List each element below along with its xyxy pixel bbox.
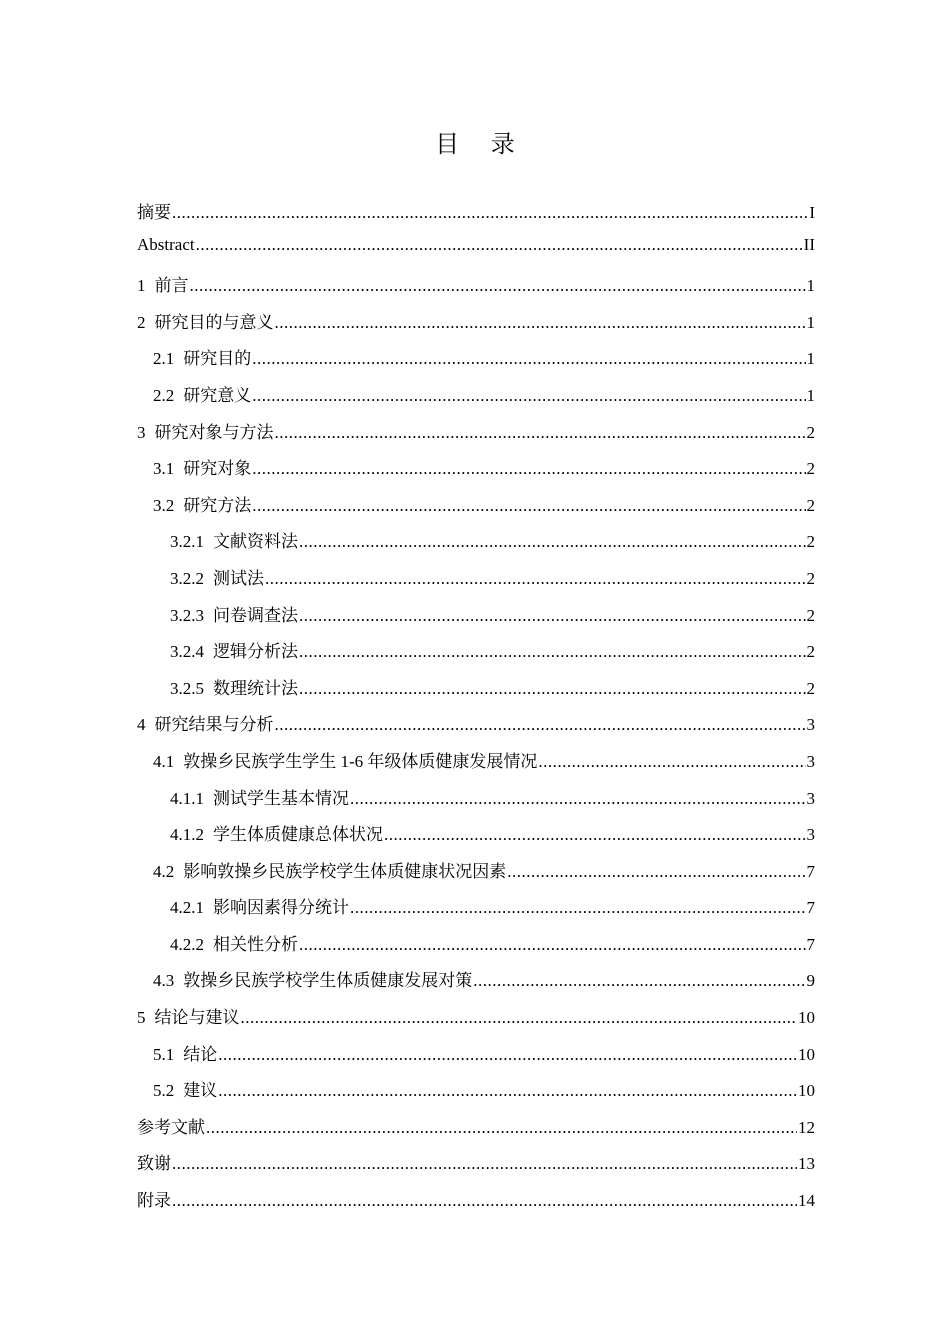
toc-entry[interactable]	[137, 454, 815, 491]
toc-entry-text: 前言	[154, 276, 189, 296]
dot-leader	[172, 1154, 797, 1174]
toc-entry-page-number: 1	[806, 312, 815, 332]
toc-entry-text: 学生体质健康总体状况	[213, 825, 383, 845]
toc-entry[interactable]	[137, 710, 815, 747]
toc-entry[interactable]	[137, 381, 815, 418]
toc-entry-number: 2.2	[153, 385, 175, 405]
toc-entry-page-number: 3	[806, 751, 815, 771]
toc-entry[interactable]	[137, 564, 815, 601]
toc-entry-page-number: I	[809, 203, 815, 222]
dot-leader	[275, 715, 806, 735]
toc-entry-text: 数理统计法	[213, 678, 298, 698]
toc-entry-number: 4.2.2	[170, 934, 204, 954]
toc-entry-page-number: 10	[798, 1081, 815, 1101]
toc-entry-text: 研究对象	[183, 459, 252, 479]
dot-leader	[275, 313, 806, 333]
dot-leader	[241, 1008, 798, 1028]
toc-entry[interactable]	[137, 344, 815, 381]
toc-entry[interactable]	[137, 418, 815, 455]
toc-entry-text: 逻辑分析法	[213, 642, 298, 662]
toc-entry-number: 2	[137, 312, 146, 332]
toc-entry-number: 3.1	[153, 459, 175, 479]
toc-entry-text: 影响敦操乡民族学校学生体质健康状况因素	[183, 861, 507, 881]
toc-entry-page-number: 9	[806, 971, 815, 991]
toc-entry-page-number: 2	[806, 495, 815, 515]
toc-entry-label	[153, 966, 472, 991]
toc-entry-page-number: 3	[806, 788, 815, 808]
toc-entry-page-number: 2	[806, 678, 815, 698]
toc-entry-page-number: 1	[806, 349, 815, 369]
toc-entry[interactable]	[137, 308, 815, 345]
toc-entry-number: 3	[137, 422, 146, 442]
toc-entry[interactable]	[137, 1113, 815, 1150]
toc-entry-number: 4.3	[153, 971, 175, 991]
dot-leader	[299, 532, 806, 552]
toc-entry-text: 结论	[183, 1044, 218, 1064]
toc-entry-number: 4.2.1	[170, 898, 204, 918]
toc-entry-number: 4.1	[153, 751, 175, 771]
dot-leader	[538, 752, 805, 772]
toc-entry-text: 文献资料法	[213, 532, 298, 552]
toc-entry-label	[170, 784, 349, 809]
toc-entry-label	[153, 381, 251, 406]
toc-entry-label	[137, 235, 195, 255]
toc-entry-label	[153, 747, 537, 772]
toc-entry-page-number: 2	[806, 532, 815, 552]
toc-entry-label	[170, 820, 383, 845]
toc-entry[interactable]	[137, 893, 815, 930]
table-of-contents	[137, 198, 815, 1223]
toc-entry-text: 参考文献	[137, 1117, 205, 1137]
dot-leader	[299, 935, 806, 955]
toc-entry-text: 附录	[137, 1191, 171, 1211]
toc-entry-label	[137, 198, 171, 223]
dot-leader	[190, 276, 806, 296]
toc-entry-label	[153, 1040, 217, 1065]
toc-entry-text: 摘要	[137, 203, 171, 222]
dot-leader	[350, 789, 806, 809]
toc-entry-page-number: 12	[798, 1117, 815, 1137]
toc-entry[interactable]	[137, 857, 815, 894]
dot-leader	[172, 1191, 797, 1211]
toc-entry-text: 研究目的	[183, 349, 252, 369]
toc-entry[interactable]	[137, 491, 815, 528]
toc-entry[interactable]	[137, 601, 815, 638]
toc-entry-number: 3.2.4	[170, 642, 204, 662]
toc-entry-text: 相关性分析	[213, 934, 298, 954]
toc-entry-label	[137, 710, 274, 735]
toc-entry-label	[153, 491, 251, 516]
dot-leader	[299, 642, 806, 662]
toc-entry-label	[137, 1186, 171, 1211]
toc-entry-number: 3.2	[153, 495, 175, 515]
toc-entry-text: 敦操乡民族学生学生 1-6 年级体质健康发展情况	[183, 751, 538, 771]
toc-entry-number: 4.1.2	[170, 825, 204, 845]
toc-entry-number: 4.1.1	[170, 788, 204, 808]
toc-entry-label	[170, 601, 298, 626]
dot-leader	[252, 459, 805, 479]
toc-entry[interactable]	[137, 1076, 815, 1113]
dot-leader	[507, 862, 805, 882]
toc-entry-label	[137, 308, 274, 333]
toc-entry-page-number: II	[803, 234, 815, 254]
toc-entry[interactable]	[137, 784, 815, 821]
toc-entry-page-number: 1	[806, 385, 815, 405]
toc-entry-label	[153, 857, 506, 882]
toc-entry-text: 测试学生基本情况	[213, 788, 349, 808]
toc-entry-number: 4	[137, 715, 146, 735]
toc-entry-label	[170, 637, 298, 662]
toc-entry[interactable]	[137, 747, 815, 784]
toc-entry-label	[170, 893, 349, 918]
toc-entry-label	[137, 418, 274, 443]
toc-entry-text: 研究意义	[183, 385, 252, 405]
toc-entry-label	[170, 930, 298, 955]
dot-leader	[172, 203, 808, 223]
toc-entry-number: 1	[137, 276, 146, 296]
toc-entry-page-number: 2	[806, 459, 815, 479]
dot-leader	[196, 235, 803, 255]
toc-entry-label	[153, 1076, 217, 1101]
dot-leader	[206, 1118, 797, 1138]
toc-entry-page-number: 1	[806, 276, 815, 296]
toc-entry-text: Abstract	[137, 234, 195, 254]
toc-entry-page-number: 7	[806, 898, 815, 918]
toc-entry-number: 3.2.3	[170, 605, 204, 625]
toc-entry-label	[137, 1113, 205, 1138]
toc-entry-number: 5.2	[153, 1081, 175, 1101]
toc-entry-page-number: 2	[806, 568, 815, 588]
toc-entry-text: 研究结果与分析	[154, 715, 274, 735]
toc-entry[interactable]	[137, 235, 815, 272]
toc-entry-page-number: 3	[806, 715, 815, 735]
dot-leader	[350, 898, 806, 918]
toc-entry-text: 敦操乡民族学校学生体质健康发展对策	[183, 971, 473, 991]
toc-entry-page-number: 3	[806, 825, 815, 845]
toc-entry[interactable]	[137, 527, 815, 564]
toc-entry[interactable]	[137, 1040, 815, 1077]
toc-entry-number: 5	[137, 1008, 146, 1028]
toc-entry-page-number: 10	[798, 1044, 815, 1064]
toc-entry-number: 3.2.2	[170, 568, 204, 588]
dot-leader	[265, 569, 806, 589]
toc-entry-text: 结论与建议	[154, 1008, 240, 1028]
toc-entry-page-number: 10	[798, 1008, 815, 1028]
toc-entry-text: 影响因素得分统计	[213, 898, 349, 918]
toc-entry-label	[137, 271, 189, 296]
toc-entry-number: 3.2.5	[170, 678, 204, 698]
dot-leader	[275, 423, 806, 443]
toc-entry-label	[170, 674, 298, 699]
page-title: 目 录	[435, 130, 527, 158]
toc-entry-number: 5.1	[153, 1044, 175, 1064]
toc-entry[interactable]	[137, 1186, 815, 1223]
toc-entry[interactable]	[137, 1149, 815, 1186]
toc-entry[interactable]	[137, 966, 815, 1003]
toc-entry[interactable]	[137, 674, 815, 711]
toc-entry-label	[153, 454, 251, 479]
toc-entry-label	[137, 1003, 240, 1028]
toc-entry-text: 研究方法	[183, 495, 252, 515]
toc-entry-page-number: 14	[798, 1191, 815, 1211]
toc-entry-label	[170, 564, 264, 589]
dot-leader	[299, 606, 806, 626]
toc-entry-text: 致谢	[137, 1154, 171, 1174]
toc-entry[interactable]	[137, 271, 815, 308]
toc-entry-text: 建议	[183, 1081, 218, 1101]
toc-entry[interactable]	[137, 930, 815, 967]
dot-leader	[218, 1081, 797, 1101]
toc-entry-page-number: 2	[806, 605, 815, 625]
dot-leader	[299, 679, 806, 699]
toc-entry-page-number: 7	[806, 934, 815, 954]
dot-leader	[218, 1045, 797, 1065]
toc-entry[interactable]	[137, 820, 815, 857]
dot-leader	[384, 825, 806, 845]
dot-leader	[473, 971, 805, 991]
toc-entry[interactable]	[137, 198, 815, 235]
toc-entry-label	[153, 344, 251, 369]
toc-entry-text: 测试法	[213, 568, 264, 588]
toc-entry-page-number: 13	[798, 1154, 815, 1174]
toc-entry-text: 研究对象与方法	[154, 422, 274, 442]
toc-entry-text: 研究目的与意义	[154, 312, 274, 332]
toc-entry-number: 4.2	[153, 861, 175, 881]
toc-entry-text: 问卷调查法	[213, 605, 298, 625]
toc-entry[interactable]	[137, 637, 815, 674]
toc-entry[interactable]	[137, 1003, 815, 1040]
toc-entry-label	[170, 527, 298, 552]
toc-entry-number: 3.2.1	[170, 532, 204, 552]
toc-entry-label	[137, 1149, 171, 1174]
toc-entry-number: 2.1	[153, 349, 175, 369]
dot-leader	[252, 496, 805, 516]
toc-entry-page-number: 2	[806, 422, 815, 442]
toc-entry-page-number: 2	[806, 642, 815, 662]
dot-leader	[252, 349, 805, 369]
dot-leader	[252, 386, 805, 406]
toc-entry-page-number: 7	[806, 861, 815, 881]
